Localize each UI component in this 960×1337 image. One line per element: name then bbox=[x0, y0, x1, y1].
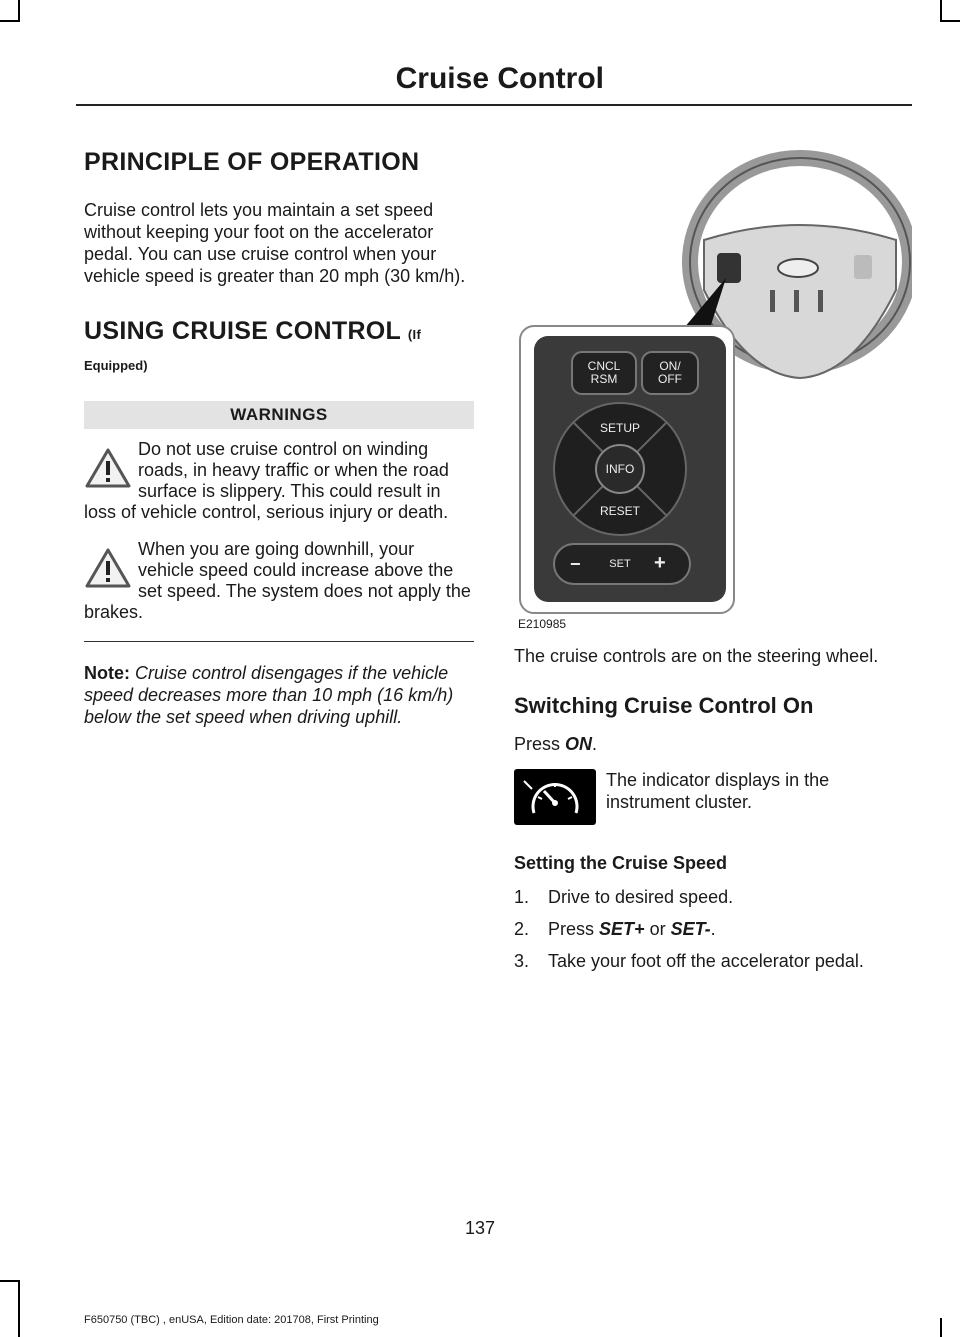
principle-body: Cruise control lets you maintain a set speed without keeping your foot on the accelerator pedal. You can use cruise control when your vehicle speed is greater than 20 mph (30 km/h). bbox=[84, 200, 466, 286]
crop-mark bbox=[18, 1280, 20, 1337]
controls-location: The cruise controls are on the steering wheel. bbox=[514, 646, 879, 666]
page-number: 137 bbox=[464, 1218, 496, 1238]
note-text: Cruise control disengages if the vehicle speed decreases more than 10 mph (16 km/h) below the set speed when driving uphill. bbox=[84, 663, 454, 727]
using-qualifier-2: Equipped) bbox=[84, 358, 148, 373]
press-on-line bbox=[514, 733, 912, 755]
crop-mark bbox=[0, 20, 20, 22]
footer-edition: F650750 (TBC) , enUSA, Edition date: 201708, First Printing bbox=[84, 1314, 379, 1326]
set-plus-label: + bbox=[654, 552, 666, 574]
cncl-label: CNCL bbox=[587, 359, 621, 373]
warning-item bbox=[84, 539, 474, 623]
step-text: Take your foot off the accelerator pedal. bbox=[548, 951, 864, 971]
step-number: 3. bbox=[514, 951, 530, 971]
step-suffix: . bbox=[710, 919, 716, 939]
crop-mark bbox=[940, 1318, 942, 1337]
note-label: Note: bbox=[84, 663, 130, 683]
warnings-heading: WARNINGS bbox=[84, 401, 474, 429]
step-key2: SET- bbox=[670, 919, 711, 939]
note bbox=[84, 662, 474, 728]
step-key1: SET+ bbox=[599, 919, 645, 939]
warning-item bbox=[84, 439, 474, 523]
on-label: ON/ bbox=[659, 359, 681, 373]
list-item bbox=[514, 950, 912, 972]
crop-mark bbox=[0, 1280, 20, 1282]
using-heading bbox=[84, 317, 474, 346]
crop-mark bbox=[18, 0, 20, 22]
list-item bbox=[514, 918, 912, 940]
rsm-label: RSM bbox=[590, 372, 618, 386]
step-number: 1. bbox=[514, 887, 530, 907]
setup-button: SETUP bbox=[599, 421, 640, 435]
off-label: OFF bbox=[658, 372, 682, 386]
warnings-divider bbox=[84, 641, 474, 642]
warning-triangle-icon bbox=[84, 447, 132, 489]
right-column bbox=[514, 140, 912, 982]
warning-text: When you are going downhill, your vehicle speed could increase above the set speed. The system does not apply the brakes. bbox=[84, 539, 471, 622]
crop-mark bbox=[940, 0, 942, 22]
cruise-speedometer-icon bbox=[514, 769, 596, 825]
set-label: SET bbox=[609, 558, 631, 570]
header-divider bbox=[76, 104, 912, 106]
figure-id: E210985 bbox=[518, 617, 567, 631]
indicator-row bbox=[514, 769, 912, 827]
steering-wheel-figure bbox=[514, 140, 912, 631]
setting-heading: Setting the Cruise Speed bbox=[514, 853, 728, 873]
warning-triangle-icon bbox=[84, 547, 132, 589]
reset-button: RESET bbox=[599, 504, 640, 518]
left-column bbox=[84, 148, 474, 728]
on-off-button bbox=[646, 360, 694, 386]
setting-steps bbox=[514, 886, 912, 972]
warning-text: Do not use cruise control on winding roads, in heavy traffic or when the road surface is slippery. This could result in loss of vehicle control, serious injury or death. bbox=[84, 439, 449, 522]
page-title: Cruise Control bbox=[395, 62, 604, 95]
indicator-text: The indicator displays in the instrument cluster. bbox=[606, 770, 830, 812]
cncl-rsm-button bbox=[576, 360, 632, 386]
switching-heading: Switching Cruise Control On bbox=[514, 693, 814, 718]
using-qualifier-1: (If bbox=[407, 327, 422, 342]
using-heading-text: USING CRUISE CONTROL bbox=[84, 317, 401, 345]
set-minus-label: − bbox=[570, 554, 581, 574]
principle-heading: PRINCIPLE OF OPERATION bbox=[84, 148, 420, 176]
step-text: Drive to desired speed. bbox=[548, 887, 734, 907]
step-number: 2. bbox=[514, 919, 530, 939]
press-prefix: Press bbox=[514, 734, 561, 754]
list-item bbox=[514, 886, 912, 908]
press-suffix: . bbox=[592, 734, 598, 754]
info-button: INFO bbox=[605, 462, 635, 476]
crop-mark bbox=[940, 20, 960, 22]
step-mid: or bbox=[649, 919, 666, 939]
step-prefix: Press bbox=[548, 919, 595, 939]
press-key: ON bbox=[565, 734, 593, 754]
steering-wheel-illustration bbox=[514, 140, 912, 615]
